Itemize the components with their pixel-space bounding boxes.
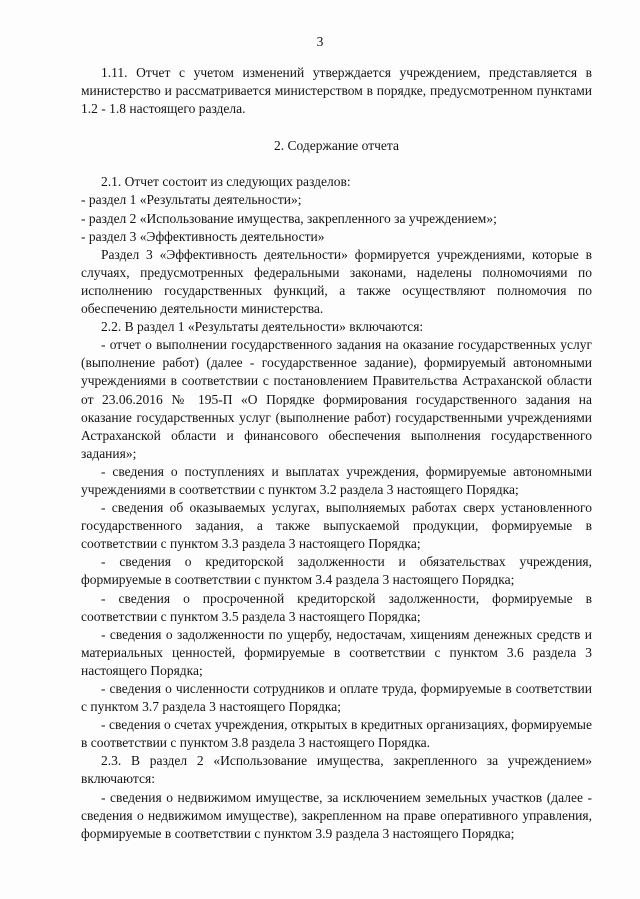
document-body bbox=[81, 64, 592, 843]
paragraph-1-11: 1.11. Отчет с учетом изменений утверждается учреждением, представляется в министерство и рассматривается министерством в порядке, предусмотренном пунктами 1.2 - 1.8 настоящего раздела. bbox=[81, 65, 592, 117]
section1-item-receipts: - сведения о поступлениях и выплатах учреждения, формируемые автономными учреждениями в соответствии с пунктом 3.2 раздела 3 настоящего Порядка; bbox=[81, 463, 592, 497]
section1-item-services: - сведения об оказываемых услугах, выполняемых работах сверх установленного государственного задания, а также выпускаемой продукции, формируемые в соответствии с пунктом 3.3 раздела 3 настоящего Порядка; bbox=[81, 500, 592, 552]
section1-item-overdue-payables: - сведения о просроченной кредиторской задолженности, формируемые в соответствии с пунктом 3.5 раздела 3 настоящего Порядка; bbox=[81, 590, 592, 624]
paragraph-2-3: 2.3. В раздел 2 «Использование имущества, закрепленного за учреждением» включаются: bbox=[81, 753, 592, 787]
paragraph-2-1: 2.1. Отчет состоит из следующих разделов: bbox=[101, 174, 351, 190]
paragraph-section-3: Раздел 3 «Эффективность деятельности» формируется учреждениями, которые в случаях, предусмотренных федеральными законами, наделены полномочиями по исполнению государственных функций, а также осуществляют полномочия по обеспечению деятельности министерства. bbox=[81, 246, 592, 317]
section1-item-payables: - сведения о кредиторской задолженности и обязательствах учреждения, формируемые в соответствии с пунктом 3.4 раздела 3 настоящего Порядка; bbox=[81, 554, 592, 588]
paragraph-2-2: 2.2. В раздел 1 «Результаты деятельности» включаются: bbox=[101, 319, 424, 335]
list-item-section-2: - раздел 2 «Использование имущества, закрепленного за учреждением»; bbox=[81, 210, 497, 226]
section-title: 2. Содержание отчета bbox=[274, 138, 399, 154]
list-item-section-3: - раздел 3 «Эффективность деятельности» bbox=[81, 228, 325, 244]
page-number: 3 bbox=[316, 34, 324, 49]
section1-item-accounts: - сведения о счетах учреждения, открытых в кредитных организациях, формируемые в соответствии с пунктом 3.8 раздела 3 настоящего Порядка. bbox=[81, 717, 592, 751]
section1-item-damage-debt: - сведения о задолженности по ущербу, недостачам, хищениям денежных средств и материальных ценностей, формируемые в соответствии с пунктом 3.6 раздела 3 настоящего Порядка; bbox=[81, 626, 592, 678]
section1-item-staff: - сведения о численности сотрудников и оплате труда, формируемые в соответствии с пунктом 3.7 раздела 3 настоящего Порядка; bbox=[81, 681, 592, 715]
section1-item-task-report: - отчет о выполнении государственного задания на оказание государственных услуг (выполнение работ) (далее - государственное задание), формируемый автономными учреждениями в соответствии с постановлением Правительства Астраханской области от 23.06.2016 № 195-П «О Порядке формирования государственного задания на оказание государственных услуг (выполнение работ) государственными учреждениями Астраханской области и финансового обеспечения выполнения государственного задания»; bbox=[81, 337, 592, 461]
list-item-section-1: - раздел 1 «Результаты деятельности»; bbox=[81, 192, 302, 208]
section2-item-real-estate: - сведения о недвижимом имуществе, за исключением земельных участков (далее - сведения о недвижимом имуществе), закрепленном на праве оперативного управления, формируемые в соответствии с пунктом 3.9 раздела 3 настоящего Порядка; bbox=[81, 789, 592, 841]
